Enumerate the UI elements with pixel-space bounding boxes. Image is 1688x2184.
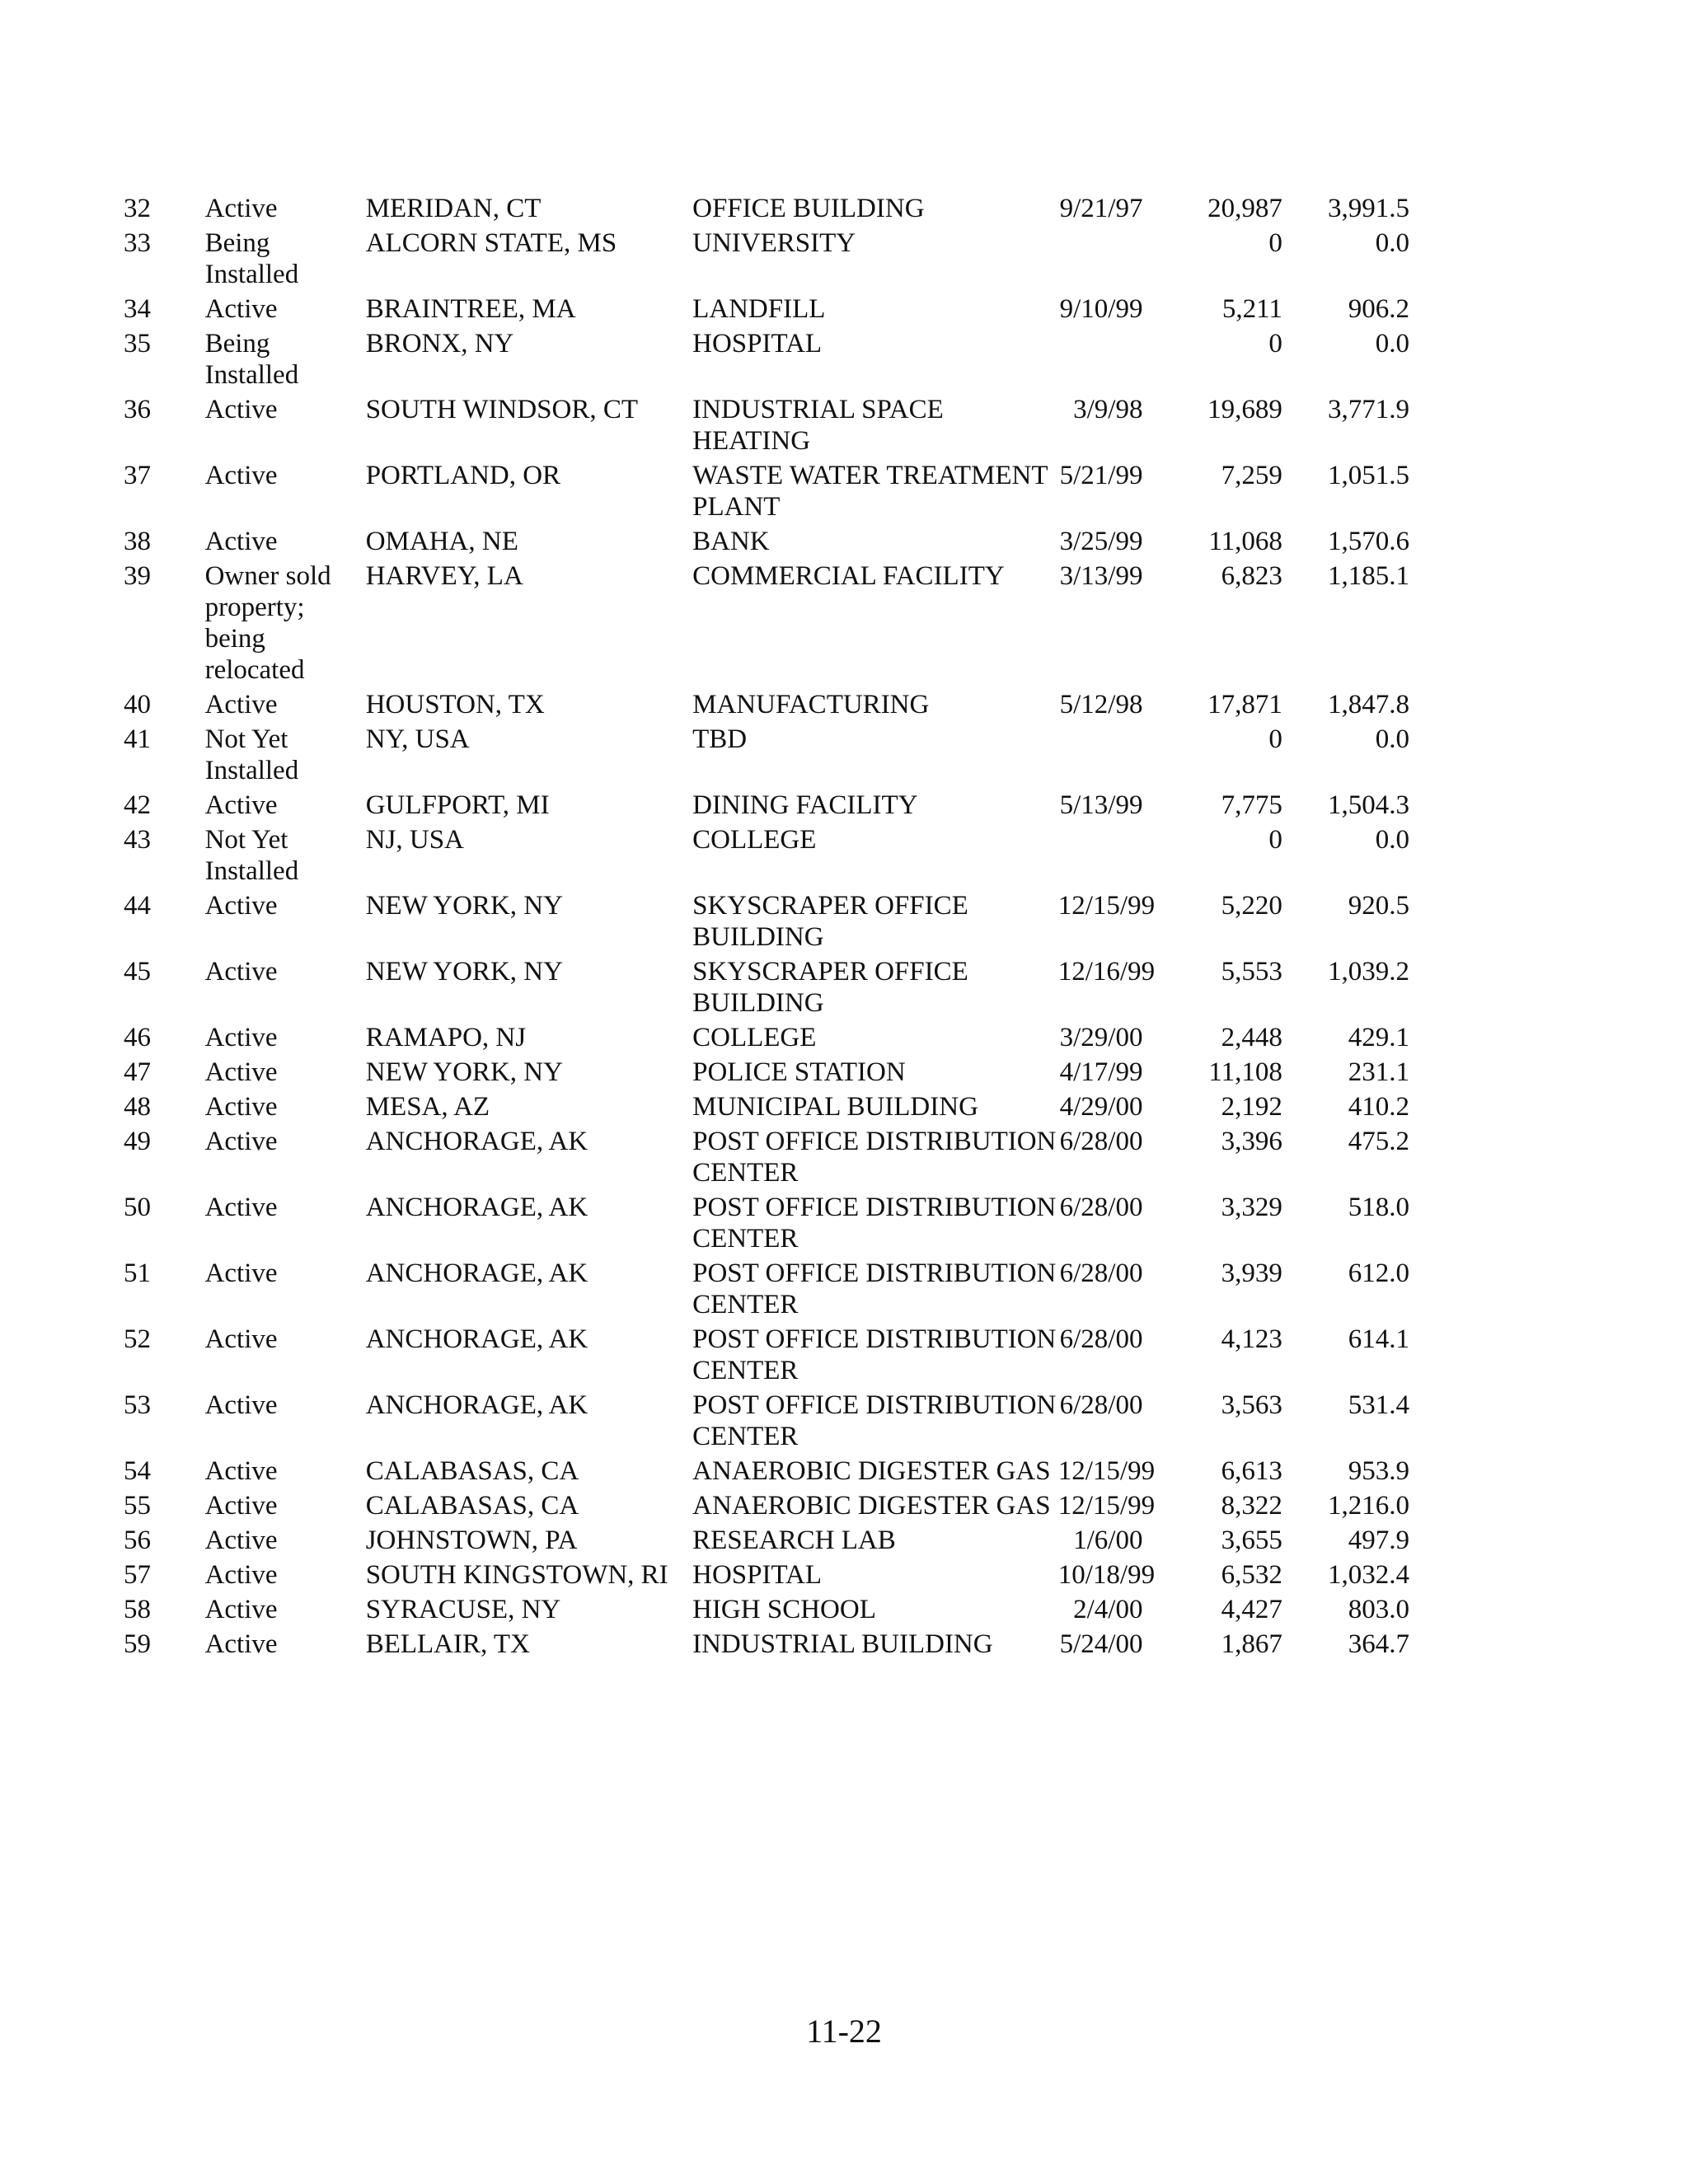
location-cell: HARVEY, LA bbox=[365, 561, 523, 591]
output-cell: 1,504.3 bbox=[1328, 790, 1409, 820]
output-cell: 1,032.4 bbox=[1328, 1560, 1409, 1590]
hours-cell: 0 bbox=[1268, 228, 1282, 258]
row-number: 50 bbox=[124, 1193, 151, 1222]
row-number: 47 bbox=[124, 1057, 151, 1087]
hours-cell: 0 bbox=[1268, 724, 1282, 754]
date-cell: 6/28/00 bbox=[1059, 1127, 1143, 1156]
table-row bbox=[124, 560, 1409, 689]
application-cell: COMMERCIAL FACILITY bbox=[692, 561, 1005, 591]
table-row bbox=[124, 1022, 1409, 1057]
date-cell: 1/6/00 bbox=[1073, 1526, 1143, 1555]
date-cell: 6/28/00 bbox=[1059, 1390, 1143, 1420]
date-cell: 9/10/99 bbox=[1059, 294, 1143, 324]
status-cell: Active bbox=[204, 1560, 278, 1590]
date-cell bbox=[1058, 724, 1143, 790]
location-cell: ANCHORAGE, AK bbox=[365, 1324, 588, 1354]
output-cell: 1,051.5 bbox=[1328, 461, 1409, 490]
location-cell: HOUSTON, TX bbox=[365, 690, 545, 719]
location-cell: ANCHORAGE, AK bbox=[365, 1127, 588, 1156]
output-cell: 953.9 bbox=[1348, 1456, 1409, 1486]
hours-cell: 6,613 bbox=[1221, 1456, 1282, 1486]
row-number: 37 bbox=[124, 461, 151, 490]
hours-cell: 3,563 bbox=[1221, 1390, 1282, 1420]
status-cell: Active bbox=[204, 395, 278, 424]
date-cell: 10/18/99 bbox=[1057, 1560, 1156, 1590]
status-cell: Active bbox=[204, 790, 278, 820]
output-cell: 531.4 bbox=[1348, 1390, 1409, 1420]
status-cell: Active bbox=[204, 194, 278, 223]
output-cell: 803.0 bbox=[1348, 1595, 1409, 1624]
location-cell: NEW YORK, NY bbox=[365, 1057, 563, 1087]
table-row bbox=[124, 227, 1409, 293]
output-cell: 518.0 bbox=[1348, 1193, 1409, 1222]
output-cell: 3,991.5 bbox=[1328, 194, 1409, 223]
row-number: 48 bbox=[124, 1092, 151, 1122]
application-cell: HIGH SCHOOL bbox=[692, 1595, 876, 1624]
hours-cell: 0 bbox=[1268, 329, 1282, 359]
row-number: 46 bbox=[124, 1023, 151, 1052]
output-cell: 410.2 bbox=[1348, 1092, 1409, 1122]
table-row bbox=[124, 1258, 1409, 1324]
date-cell: 9/21/97 bbox=[1059, 194, 1143, 223]
hours-cell: 5,220 bbox=[1221, 891, 1282, 921]
hours-cell: 11,068 bbox=[1208, 527, 1282, 556]
output-cell: 1,216.0 bbox=[1328, 1491, 1409, 1521]
table-row bbox=[124, 1390, 1409, 1455]
date-cell: 12/15/99 bbox=[1057, 1456, 1156, 1486]
location-cell: ANCHORAGE, AK bbox=[365, 1258, 588, 1288]
output-cell: 497.9 bbox=[1348, 1526, 1409, 1555]
row-number: 43 bbox=[124, 825, 151, 855]
output-cell: 364.7 bbox=[1348, 1629, 1409, 1659]
location-cell: SOUTH KINGSTOWN, RI bbox=[365, 1560, 668, 1590]
row-number: 39 bbox=[124, 561, 151, 591]
hours-cell: 11,108 bbox=[1208, 1057, 1282, 1087]
date-cell: 5/12/98 bbox=[1059, 690, 1143, 719]
location-cell: CALABASAS, CA bbox=[365, 1456, 579, 1486]
output-cell: 906.2 bbox=[1348, 294, 1409, 324]
date-cell: 3/25/99 bbox=[1059, 527, 1143, 556]
application-cell: SKYSCRAPER OFFICE BUILDING bbox=[692, 891, 968, 952]
location-cell: BRONX, NY bbox=[365, 329, 514, 359]
hours-cell: 6,532 bbox=[1221, 1560, 1282, 1590]
date-cell: 4/17/99 bbox=[1059, 1057, 1143, 1087]
hours-cell: 5,553 bbox=[1221, 957, 1282, 987]
application-cell: INDUSTRIAL SPACE HEATING bbox=[692, 395, 944, 456]
row-number: 52 bbox=[124, 1324, 151, 1354]
row-number: 32 bbox=[124, 194, 151, 223]
status-cell: Active bbox=[204, 891, 278, 921]
date-cell bbox=[1058, 227, 1143, 293]
status-cell: Active bbox=[204, 690, 278, 719]
application-cell: MANUFACTURING bbox=[692, 690, 930, 719]
status-cell: Not Yet Installed bbox=[204, 724, 299, 785]
status-cell: Active bbox=[204, 1390, 278, 1420]
table-row bbox=[124, 1629, 1409, 1663]
site-status-table bbox=[124, 193, 1409, 1663]
date-cell: 3/29/00 bbox=[1059, 1023, 1143, 1052]
row-number: 49 bbox=[124, 1127, 151, 1156]
hours-cell: 7,259 bbox=[1221, 461, 1282, 490]
row-number: 33 bbox=[124, 228, 151, 258]
application-cell: POST OFFICE DISTRIBUTION CENTER bbox=[692, 1390, 1057, 1451]
application-cell: POST OFFICE DISTRIBUTION CENTER bbox=[692, 1324, 1057, 1385]
status-cell: Active bbox=[204, 1023, 278, 1052]
table-row bbox=[124, 394, 1409, 460]
table-row bbox=[124, 1594, 1409, 1629]
table-row bbox=[124, 1126, 1409, 1192]
location-cell: BRAINTREE, MA bbox=[365, 294, 576, 324]
row-number: 57 bbox=[124, 1560, 151, 1590]
row-number: 55 bbox=[124, 1491, 151, 1521]
table-row bbox=[124, 193, 1409, 227]
hours-cell: 19,689 bbox=[1207, 395, 1282, 424]
table-row bbox=[124, 890, 1409, 956]
application-cell: ANAEROBIC DIGESTER GAS bbox=[692, 1491, 1051, 1521]
output-cell: 0.0 bbox=[1375, 724, 1409, 754]
output-cell: 3,771.9 bbox=[1328, 395, 1409, 424]
table-body bbox=[124, 193, 1409, 1663]
location-cell: GULFPORT, MI bbox=[365, 790, 550, 820]
hours-cell: 3,329 bbox=[1221, 1193, 1282, 1222]
output-cell: 1,185.1 bbox=[1328, 561, 1409, 591]
application-cell: RESEARCH LAB bbox=[692, 1526, 896, 1555]
row-number: 38 bbox=[124, 527, 151, 556]
status-cell: Active bbox=[204, 957, 278, 987]
hours-cell: 20,987 bbox=[1207, 194, 1282, 223]
location-cell: BELLAIR, TX bbox=[365, 1629, 530, 1659]
table-row bbox=[124, 1559, 1409, 1594]
date-cell bbox=[1058, 824, 1143, 890]
date-cell: 4/29/00 bbox=[1059, 1092, 1143, 1122]
status-cell: Being Installed bbox=[204, 329, 299, 390]
hours-cell: 7,775 bbox=[1221, 790, 1282, 820]
output-cell: 1,847.8 bbox=[1328, 690, 1409, 719]
application-cell: COLLEGE bbox=[692, 825, 817, 855]
application-cell: SKYSCRAPER OFFICE BUILDING bbox=[692, 957, 968, 1018]
page-number: 11-22 bbox=[806, 2013, 882, 2050]
location-cell: SOUTH WINDSOR, CT bbox=[365, 395, 639, 424]
row-number: 42 bbox=[124, 790, 151, 820]
status-cell: Being Installed bbox=[204, 228, 299, 289]
hours-cell: 17,871 bbox=[1207, 690, 1282, 719]
application-cell: POST OFFICE DISTRIBUTION CENTER bbox=[692, 1258, 1057, 1319]
hours-cell: 3,655 bbox=[1221, 1526, 1282, 1555]
table-row bbox=[124, 1490, 1409, 1525]
table-row bbox=[124, 1192, 1409, 1258]
location-cell: CALABASAS, CA bbox=[365, 1491, 579, 1521]
status-cell: Active bbox=[204, 461, 278, 490]
status-cell: Active bbox=[204, 1092, 278, 1122]
application-cell: HOSPITAL bbox=[692, 1560, 822, 1590]
date-cell: 6/28/00 bbox=[1059, 1324, 1143, 1354]
location-cell: NEW YORK, NY bbox=[365, 957, 563, 987]
date-cell: 12/15/99 bbox=[1057, 1491, 1156, 1521]
output-cell: 614.1 bbox=[1348, 1324, 1409, 1354]
location-cell: OMAHA, NE bbox=[365, 527, 518, 556]
table-row bbox=[124, 293, 1409, 328]
table-row bbox=[124, 1091, 1409, 1126]
hours-cell: 3,939 bbox=[1221, 1258, 1282, 1288]
location-cell: NEW YORK, NY bbox=[365, 891, 563, 921]
location-cell: MESA, AZ bbox=[365, 1092, 490, 1122]
table-row bbox=[124, 460, 1409, 526]
location-cell: MERIDAN, CT bbox=[365, 194, 542, 223]
location-cell: SYRACUSE, NY bbox=[365, 1595, 561, 1624]
application-cell: UNIVERSITY bbox=[692, 228, 856, 258]
application-cell: POST OFFICE DISTRIBUTION CENTER bbox=[692, 1127, 1057, 1188]
status-cell: Owner sold property; being relocated bbox=[204, 561, 331, 685]
row-number: 53 bbox=[124, 1390, 151, 1420]
hours-cell: 3,396 bbox=[1221, 1127, 1282, 1156]
table-row bbox=[124, 689, 1409, 724]
row-number: 35 bbox=[124, 329, 151, 359]
date-cell: 3/13/99 bbox=[1059, 561, 1143, 591]
date-cell: 6/28/00 bbox=[1059, 1258, 1143, 1288]
status-cell: Not Yet Installed bbox=[204, 825, 299, 886]
application-cell: LANDFILL bbox=[692, 294, 826, 324]
location-cell: ANCHORAGE, AK bbox=[365, 1193, 588, 1222]
row-number: 58 bbox=[124, 1595, 151, 1624]
application-cell: OFFICE BUILDING bbox=[692, 194, 925, 223]
location-cell: RAMAPO, NJ bbox=[365, 1023, 527, 1052]
status-cell: Active bbox=[204, 1526, 278, 1555]
application-cell: BANK bbox=[692, 527, 770, 556]
status-cell: Active bbox=[204, 1057, 278, 1087]
table-row bbox=[124, 1057, 1409, 1091]
output-cell: 1,039.2 bbox=[1328, 957, 1409, 987]
row-number: 44 bbox=[124, 891, 151, 921]
output-cell: 231.1 bbox=[1348, 1057, 1409, 1087]
date-cell: 5/24/00 bbox=[1059, 1629, 1143, 1659]
location-cell: ANCHORAGE, AK bbox=[365, 1390, 588, 1420]
status-cell: Active bbox=[204, 1491, 278, 1521]
application-cell: INDUSTRIAL BUILDING bbox=[692, 1629, 993, 1659]
table-row bbox=[124, 790, 1409, 824]
hours-cell: 8,322 bbox=[1221, 1491, 1282, 1521]
date-cell: 12/15/99 bbox=[1057, 891, 1156, 921]
date-cell: 2/4/00 bbox=[1073, 1595, 1143, 1624]
status-cell: Active bbox=[204, 1629, 278, 1659]
hours-cell: 2,192 bbox=[1221, 1092, 1282, 1122]
location-cell: NY, USA bbox=[365, 724, 470, 754]
location-cell: NJ, USA bbox=[365, 825, 464, 855]
date-cell: 3/9/98 bbox=[1073, 395, 1143, 424]
output-cell: 612.0 bbox=[1348, 1258, 1409, 1288]
location-cell: ALCORN STATE, MS bbox=[365, 228, 617, 258]
status-cell: Active bbox=[204, 1127, 278, 1156]
row-number: 51 bbox=[124, 1258, 151, 1288]
output-cell: 429.1 bbox=[1348, 1023, 1409, 1052]
row-number: 34 bbox=[124, 294, 151, 324]
status-cell: Active bbox=[204, 1258, 278, 1288]
application-cell: HOSPITAL bbox=[692, 329, 822, 359]
application-cell: MUNICIPAL BUILDING bbox=[692, 1092, 978, 1122]
date-cell: 6/28/00 bbox=[1059, 1193, 1143, 1222]
application-cell: DINING FACILITY bbox=[692, 790, 918, 820]
table-row bbox=[124, 328, 1409, 394]
table-row bbox=[124, 1324, 1409, 1390]
status-cell: Active bbox=[204, 1456, 278, 1486]
output-cell: 0.0 bbox=[1375, 329, 1409, 359]
row-number: 56 bbox=[124, 1526, 151, 1555]
output-cell: 475.2 bbox=[1348, 1127, 1409, 1156]
row-number: 54 bbox=[124, 1456, 151, 1486]
application-cell: ANAEROBIC DIGESTER GAS bbox=[692, 1456, 1051, 1486]
row-number: 59 bbox=[124, 1629, 151, 1659]
status-cell: Active bbox=[204, 1324, 278, 1354]
status-cell: Active bbox=[204, 527, 278, 556]
hours-cell: 2,448 bbox=[1221, 1023, 1282, 1052]
status-cell: Active bbox=[204, 1595, 278, 1624]
date-cell: 5/21/99 bbox=[1059, 461, 1143, 490]
output-cell: 0.0 bbox=[1375, 825, 1409, 855]
status-cell: Active bbox=[204, 294, 278, 324]
table-row bbox=[124, 526, 1409, 560]
output-cell: 0.0 bbox=[1375, 228, 1409, 258]
output-cell: 920.5 bbox=[1348, 891, 1409, 921]
date-cell: 5/13/99 bbox=[1059, 790, 1143, 820]
application-cell: POLICE STATION bbox=[692, 1057, 906, 1087]
table-row bbox=[124, 824, 1409, 890]
hours-cell: 0 bbox=[1268, 825, 1282, 855]
output-cell: 1,570.6 bbox=[1328, 527, 1409, 556]
date-cell bbox=[1058, 328, 1143, 394]
hours-cell: 4,427 bbox=[1221, 1595, 1282, 1624]
date-cell: 12/16/99 bbox=[1057, 957, 1156, 987]
status-cell: Active bbox=[204, 1193, 278, 1222]
hours-cell: 6,823 bbox=[1221, 561, 1282, 591]
hours-cell: 5,211 bbox=[1221, 294, 1282, 324]
table-row bbox=[124, 956, 1409, 1022]
table-row bbox=[124, 1455, 1409, 1490]
row-number: 41 bbox=[124, 724, 151, 754]
location-cell: JOHNSTOWN, PA bbox=[365, 1526, 578, 1555]
application-cell: COLLEGE bbox=[692, 1023, 817, 1052]
application-cell: TBD bbox=[692, 724, 748, 754]
table-row bbox=[124, 1525, 1409, 1559]
application-cell: WASTE WATER TREATMENT PLANT bbox=[692, 461, 1048, 522]
hours-cell: 4,123 bbox=[1221, 1324, 1282, 1354]
row-number: 36 bbox=[124, 395, 151, 424]
location-cell: PORTLAND, OR bbox=[365, 461, 561, 490]
row-number: 45 bbox=[124, 957, 151, 987]
table-row bbox=[124, 724, 1409, 790]
hours-cell: 1,867 bbox=[1221, 1629, 1282, 1659]
application-cell: POST OFFICE DISTRIBUTION CENTER bbox=[692, 1193, 1057, 1254]
row-number: 40 bbox=[124, 690, 151, 719]
